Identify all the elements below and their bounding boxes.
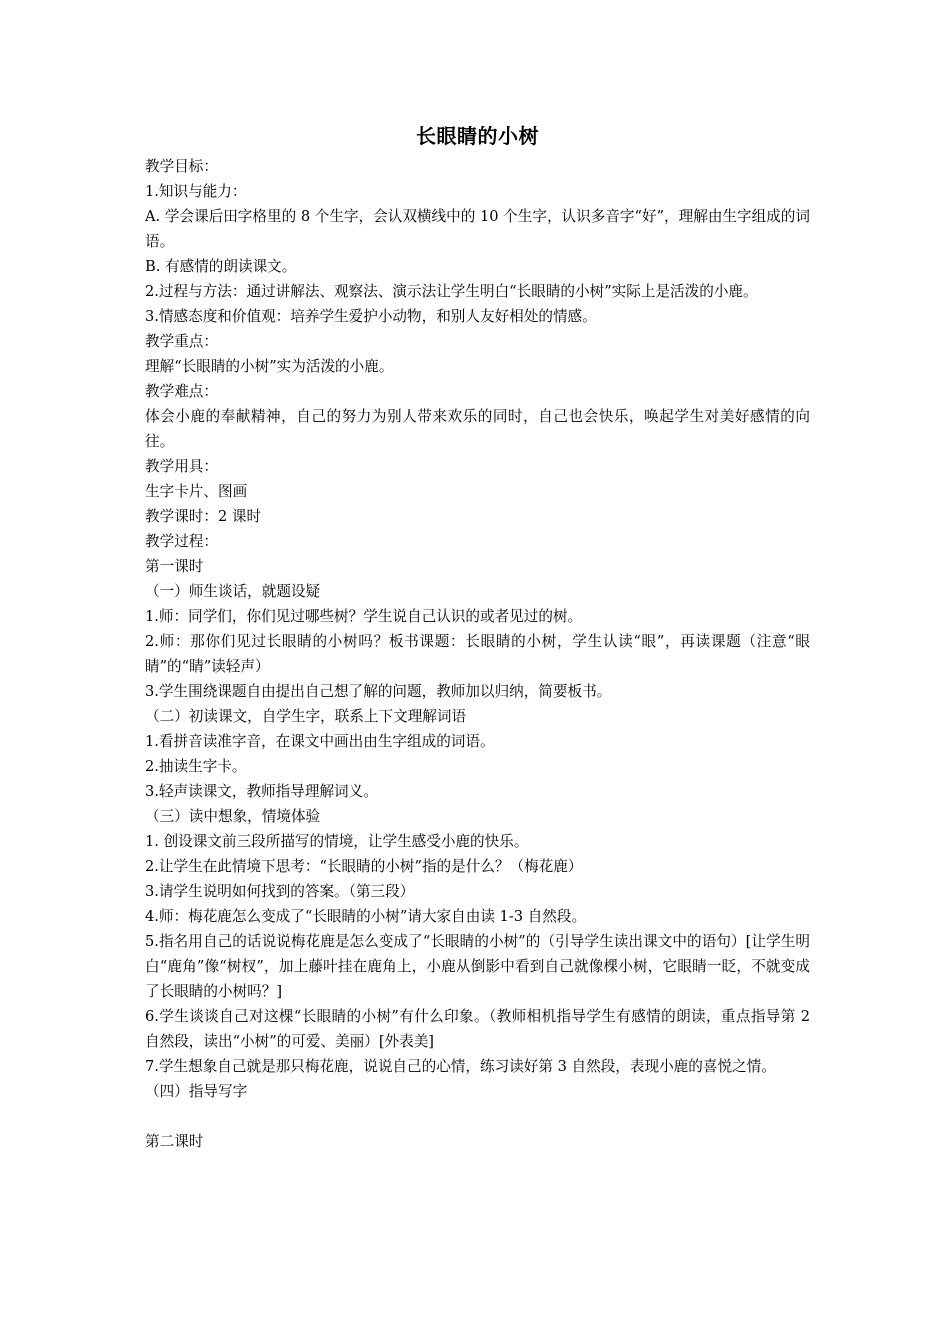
section-heading-materials: 教学用具： [145, 458, 218, 475]
step-item: 1. 创设课文前三段所描写的情境，让学生感受小鹿的快乐。 [145, 833, 529, 850]
section-heading-objectives: 教学目标： [145, 158, 218, 175]
section-heading-process: 教学过程： [145, 533, 218, 550]
document-page [145, 120, 810, 1154]
step-item: 3.轻声读课文，教师指导理解词义。 [145, 783, 378, 800]
objective-item-3: 3.情感态度和价值观：培养学生爱护小动物，和别人友好相处的情感。 [145, 308, 597, 325]
lesson-heading-2: 第二课时 [145, 1133, 204, 1150]
part-heading-3: （三）读中想象，情境体验 [145, 808, 321, 825]
step-item: 7.学生想象自己就是那只梅花鹿，说说自己的心情，练习读好第 3 自然段，表现小鹿的喜悦之情。 [145, 1058, 776, 1075]
step-item: 2.让学生在此情境下思考：“长眼睛的小树”指的是什么？（梅花鹿） [145, 858, 583, 875]
part-heading-2: （二）初读课文，自学生字，联系上下文理解词语 [145, 708, 467, 725]
step-item: 5.指名用自己的话说说梅花鹿是怎么变成了“长眼睛的小树”的（引导学生读出课文中的语句）[让学生明白“鹿角”像“树杈”，加上藤叶挂在鹿角上，小鹿从倒影中看到自己就像棵小树，它眼睛一眨，不就变成了长眼睛的小树吗？] [145, 933, 810, 1000]
step-item: 1.看拼音读准字音，在课文中画出由生字组成的词语。 [145, 733, 495, 750]
objective-item-1a: A. 学会课后田字格里的 8 个生字，会认双横线中的 10 个生字，认识多音字“好”，理解由生字组成的词语。 [145, 208, 810, 250]
objective-item-1: 1.知识与能力： [145, 183, 247, 200]
step-item: 2.师：那你们见过长眼睛的小树吗？板书课题：长眼睛的小树，学生认读“眼”，再读课题（注意“眼睛”的“睛”读轻声） [145, 633, 810, 675]
part-heading-1: （一）师生谈话，就题设疑 [145, 583, 321, 600]
key-points-text: 理解“长眼睛的小树”实为活泼的小鹿。 [145, 358, 394, 375]
class-hours: 教学课时：2 课时 [145, 508, 262, 525]
step-item: 2.抽读生字卡。 [145, 758, 247, 775]
step-item: 3.学生围绕课题自由提出自己想了解的问题，教师加以归纳，简要板书。 [145, 683, 612, 700]
difficulties-text: 体会小鹿的奉献精神，自己的努力为别人带来欢乐的同时，自己也会快乐，唤起学生对美好感情的向往。 [145, 408, 810, 450]
materials-text: 生字卡片、图画 [145, 483, 248, 500]
step-item: 1.师：同学们，你们见过哪些树？学生说自己认识的或者见过的树。 [145, 608, 583, 625]
step-item: 6.学生谈谈自己对这棵“长眼睛的小树”有什么印象。（教师相机指导学生有感情的朗读，重点指导第 2 自然段，读出“小树”的可爱、美丽）[外表美] [145, 1008, 810, 1050]
step-item: 4.师：梅花鹿怎么变成了“长眼睛的小树”请大家自由读 1-3 自然段。 [145, 908, 587, 925]
step-item: 3.请学生说明如何找到的答案。（第三段） [145, 883, 415, 900]
section-heading-key-points: 教学重点： [145, 333, 218, 350]
part-heading-4: （四）指导写字 [145, 1083, 248, 1100]
blank-line [145, 1104, 810, 1129]
objective-item-2: 2.过程与方法：通过讲解法、观察法、演示法让学生明白“长眼睛的小树”实际上是活泼的小鹿。 [145, 283, 758, 300]
document-title: 长眼睛的小树 [416, 124, 539, 148]
lesson-heading-1: 第一课时 [145, 558, 204, 575]
section-heading-difficulties: 教学难点： [145, 383, 218, 400]
objective-item-1b: B. 有感情的朗读课文。 [145, 258, 297, 275]
